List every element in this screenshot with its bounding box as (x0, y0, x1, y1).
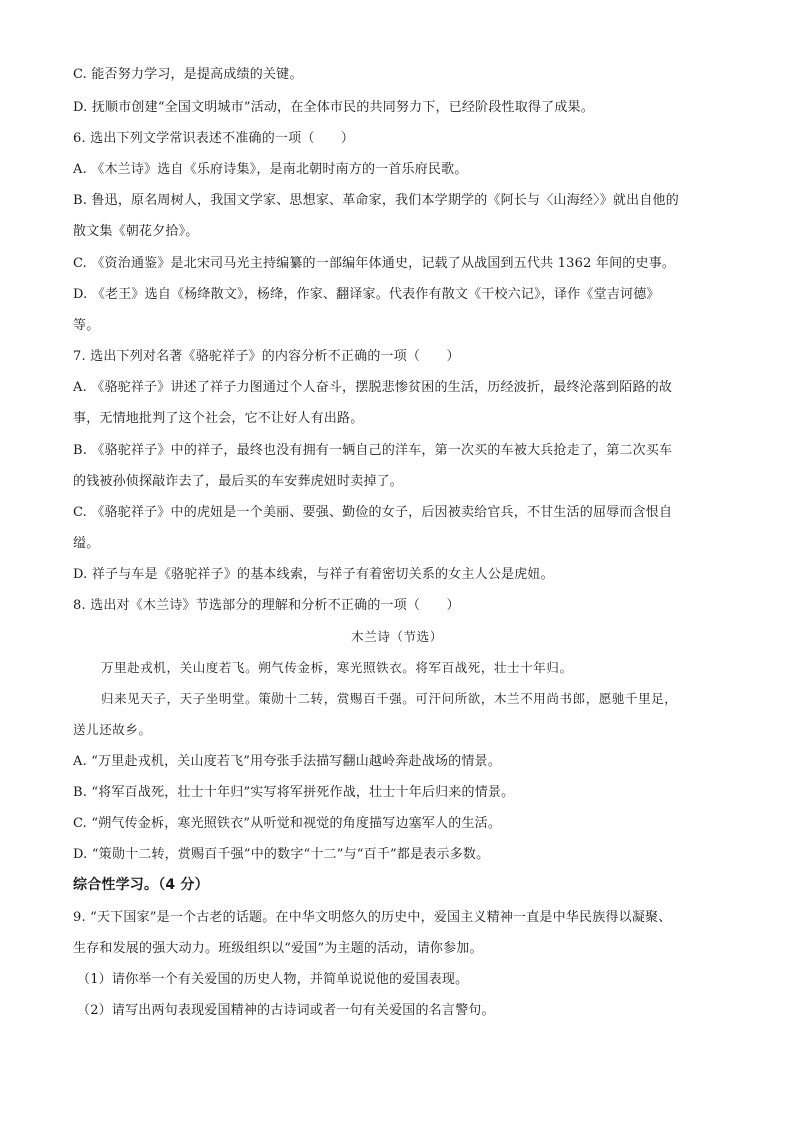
option-line: 散文集《朝花夕拾》。 (73, 224, 199, 239)
question-7: 7. 选出下列对名著《骆驼祥子》的内容分析不正确的一项（ ） (73, 349, 460, 364)
option-line: A. 《骆驼祥子》讲述了祥子力图通过个人奋斗，摆脱悲惨贫困的生活，历经波折，最终沦落到陌路的故 (73, 380, 673, 395)
question-9: 9. “天下国家”是一个古老的话题。在中华文明悠久的历史中，爱国主义精神一直是中华民族得以凝聚、 (73, 910, 672, 925)
option-line: 的钱被孙侦探敲诈去了，最后买的车安葬虎妞时卖掉了。 (73, 474, 404, 489)
option-line: B. “将军百战死，壮士十年归”实写将军拼死作战，壮士十年后归来的情景。 (73, 785, 515, 800)
option-line: 事，无情地批判了这个社会，它不让好人有出路。 (73, 411, 364, 426)
section-title: 综合性学习。（4 分） (73, 877, 209, 893)
option-line: C. 《骆驼祥子》中的虎妞是一个美丽、要强、勤俭的女子，后因被卖给官兵，不甘生活的屈辱而含恨自 (73, 505, 673, 520)
option-line: D. 抚顺市创建“全国文明城市”活动，在全体市民的共同努力下，已经阶段性取得了成果。 (73, 100, 594, 115)
poem-line: 归来见天子，天子坐明堂。策勋十二转，赏赐百千强。可汗问所欲，木兰不用尚书郎，愿驰千里足， (101, 691, 678, 706)
option-line: C. “朔气传金柝，寒光照铁衣”从听觉和视觉的角度描写边塞军人的生活。 (73, 816, 502, 831)
sub-question-1: （1）请你举一个有关爱国的历史人物，并简单说说他的爱国表现。 (77, 972, 469, 987)
option-line: A. “万里赴戎机，关山度若飞”用夸张手法描写翻山越岭奔赴战场的情景。 (73, 754, 501, 769)
sub-question-2: （2）请写出两句表现爱国精神的古诗词或者一句有关爱国的名言警句。 (77, 1003, 495, 1018)
option-line: D. 祥子与车是《骆驼祥子》的基本线索，与祥子有着密切关系的女主人公是虎妞。 (73, 567, 554, 582)
option-line: B. 《骆驼祥子》中的祥子，最终也没有拥有一辆自己的洋车，第一次买的车被大兵抢走了，第二次买车 (73, 443, 673, 458)
poem-title: 木兰诗（节选） (351, 629, 443, 644)
poem-line: 万里赴戎机，关山度若飞。朔气传金柝，寒光照铁衣。将军百战死，壮士十年归。 (101, 660, 573, 675)
option-line: D. “策勋十二转，赏赐百千强”中的数字“十二”与“百千”都是表示多数。 (73, 847, 490, 862)
question-8: 8. 选出对《木兰诗》节选部分的理解和分析不正确的一项（ ） (73, 598, 460, 613)
option-line: 等。 (73, 318, 100, 333)
poem-line: 送儿还故乡。 (73, 722, 152, 737)
option-line: C. 《资治通鉴》是北宋司马光主持编纂的一部编年体通史，记载了从战国到五代共 1362 年间的史事。 (73, 256, 676, 271)
question-9-line: 生存和发展的强大动力。班级组织以“爱国”为主题的活动，请你参加。 (73, 941, 483, 956)
option-line: B. 鲁迅，原名周树人，我国文学家、思想家、革命家，我们本学期学的《阿长与〈山海经〉》就出自他的 (73, 193, 679, 208)
option-line: 缢。 (73, 536, 100, 551)
question-6: 6. 选出下列文学常识表述不准确的一项（ ） (73, 131, 355, 146)
option-line: D. 《老王》选自《杨绛散文》，杨绛，作家、翻译家。代表作有散文《干校六记》，译作《堂吉诃德》 (73, 287, 660, 302)
option-line: C. 能否努力学习，是提高成绩的关键。 (73, 67, 303, 82)
option-line: A. 《木兰诗》选自《乐府诗集》，是南北朝时南方的一首乐府民歌。 (73, 162, 468, 177)
